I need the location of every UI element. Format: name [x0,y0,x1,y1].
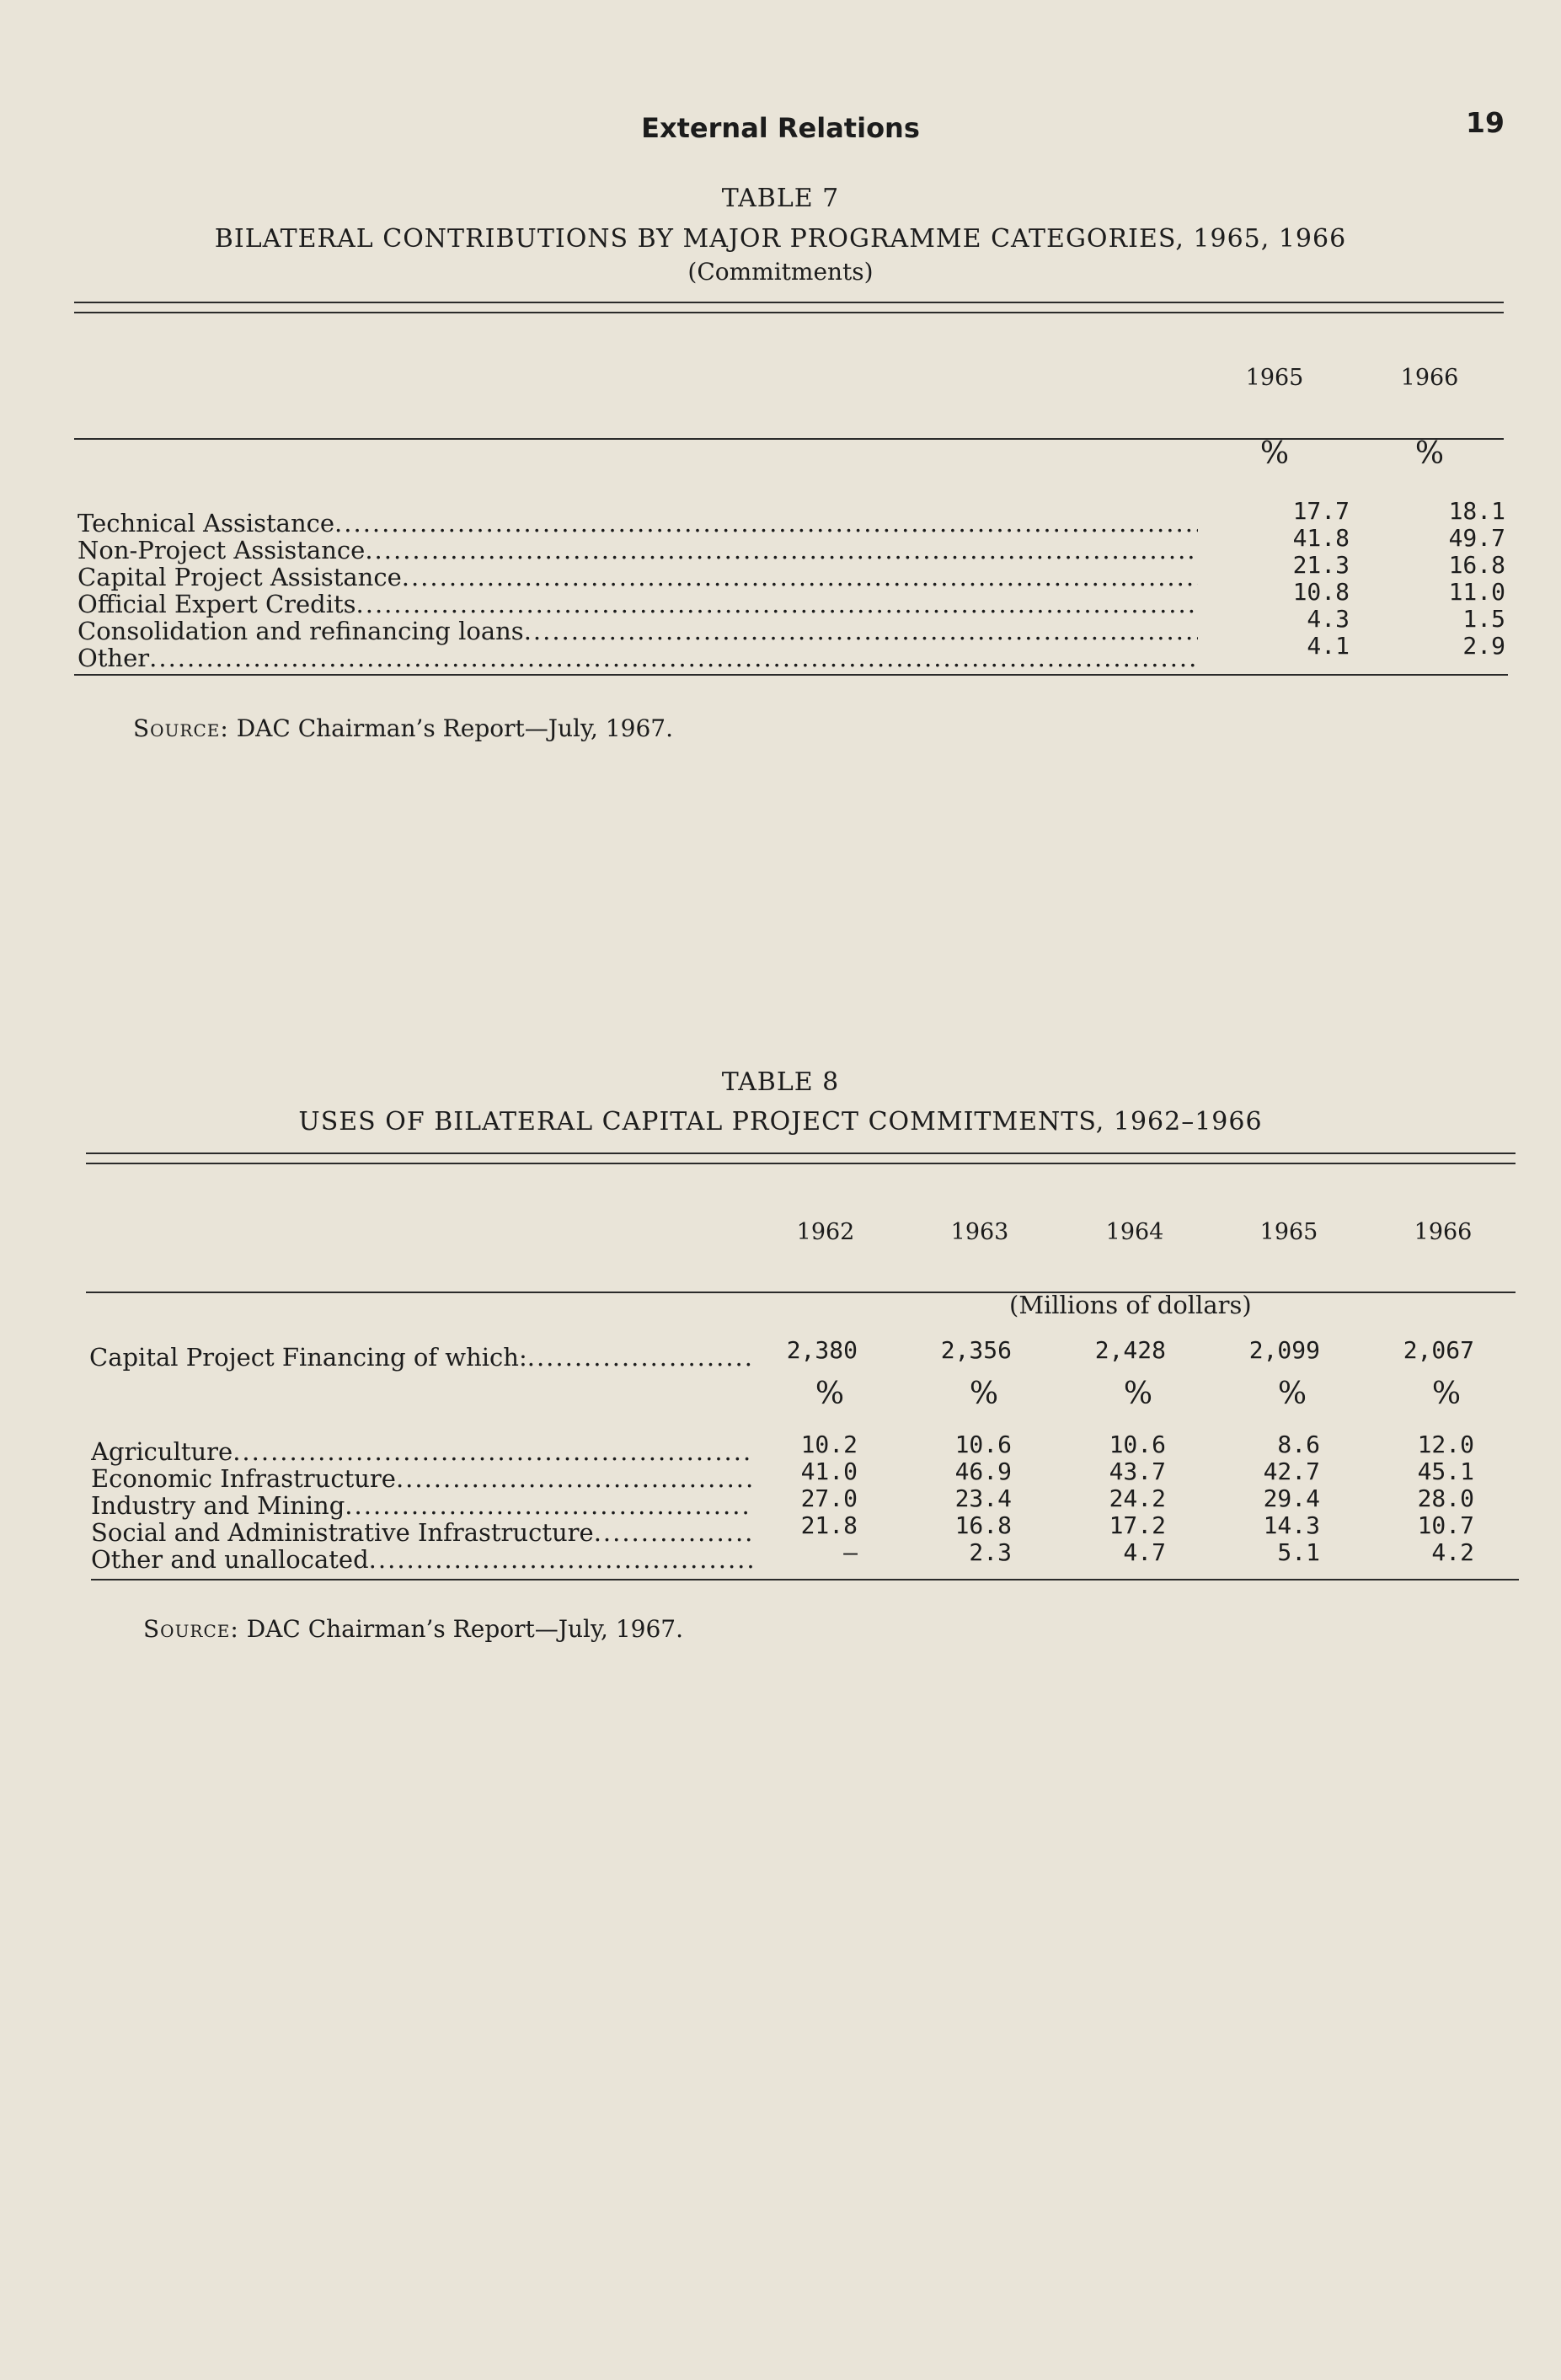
cell-1966: 45.1 [1417,1457,1474,1485]
table7-unit-1965: % [1259,436,1290,471]
row-label: Capital Project Financing of which: [89,1343,527,1372]
source-label: Source: [133,714,229,742]
table8-col-1964: 1964 [1105,1219,1164,1245]
cell-1964: 17.2 [1109,1511,1166,1539]
cell-1963: 16.8 [954,1511,1012,1539]
table8-source [143,1615,683,1643]
page-number: 19 [1466,106,1505,139]
cell-1965: 17.7 [1292,497,1350,525]
cell-1964: 10.6 [1109,1431,1166,1458]
cell-1965: 14.3 [1263,1511,1320,1539]
table8-unit-1964: % [1123,1377,1153,1411]
cell-1965: 29.4 [1263,1484,1320,1512]
table8-top-rule [86,1153,1516,1154]
table8-label: TABLE 8 [721,1067,840,1097]
cell-1966: 1.5 [1462,605,1505,633]
cell-1963: 10.6 [954,1431,1012,1458]
source-label: Source: [143,1615,239,1643]
cell-1962: 41.0 [800,1457,858,1485]
cell-1965: 5.1 [1277,1538,1320,1566]
table7-label: TABLE 7 [721,184,840,213]
cell-1966: 10.7 [1417,1511,1474,1539]
cell-1966: 18.1 [1448,497,1505,525]
source-text: DAC Chairman’s Report—July, 1967. [246,1615,684,1643]
cell-1964: 43.7 [1109,1457,1166,1485]
table8-col-1966: 1966 [1414,1219,1473,1245]
table7-top-rule-2 [74,312,1504,313]
table7-col-1966: 1966 [1400,365,1459,391]
cell-1965: 4.3 [1307,605,1350,633]
table8-col-1962: 1962 [796,1219,855,1245]
cell-1963: 46.9 [954,1457,1012,1485]
cell-1965: 41.8 [1292,524,1350,552]
row-label: Economic Infrastructure [91,1464,396,1493]
cell-1965: 4.1 [1307,632,1350,660]
table7-title: BILATERAL CONTRIBUTIONS BY MAJOR PROGRAMME CATEGORIES, 1965, 1966 [214,224,1347,254]
cell-1966: 2,067 [1403,1336,1474,1364]
cell-1964: 24.2 [1109,1484,1166,1512]
cell-1964: 2,428 [1094,1336,1166,1364]
cell-1965: 42.7 [1263,1457,1320,1485]
cell-1965: 2,099 [1248,1336,1320,1364]
table7-subtitle: (Commitments) [687,258,874,286]
cell-1962: — [843,1538,858,1566]
table7-bottom-rule [74,674,1508,676]
source-text: DAC Chairman’s Report—July, 1967. [236,714,674,742]
row-label: Non-Project Assistance [78,536,366,564]
row-label: Official Expert Credits [78,590,356,618]
cell-1964: 4.7 [1123,1538,1166,1566]
table7-source [133,714,673,742]
table7-top-rule [74,302,1504,303]
table7-unit-1966: % [1414,436,1445,471]
table8-unit-note: (Millions of dollars) [1009,1291,1252,1319]
table8-col-1965: 1965 [1259,1219,1318,1245]
table8-bottom-rule [91,1579,1519,1580]
table7-body [78,497,1510,672]
cell-1962: 27.0 [800,1484,858,1512]
cell-1966: 16.8 [1448,551,1505,579]
cell-1966: 4.2 [1431,1538,1474,1566]
cell-1963: 23.4 [954,1484,1012,1512]
row-label: Other and unallocated [91,1545,369,1574]
cell-1966: 49.7 [1448,524,1505,552]
row-label: Technical Assistance [78,509,335,538]
running-header: External Relations [641,112,920,144]
cell-1965: 10.8 [1292,578,1350,606]
cell-1962: 10.2 [800,1431,858,1458]
table8-top-rule-2 [86,1163,1516,1164]
table8-body [91,1431,1523,1574]
row-label: Agriculture [91,1437,233,1466]
table8-financing-row [89,1336,1521,1372]
table7-col-1965: 1965 [1245,365,1304,391]
cell-1965: 8.6 [1277,1431,1320,1458]
table8-col-1963: 1963 [950,1219,1009,1245]
cell-1966: 12.0 [1417,1431,1474,1458]
table-row [78,632,1510,672]
cell-1963: 2,356 [940,1336,1012,1364]
table-row [91,1538,1523,1574]
row-label: Consolidation and refinancing loans [78,617,524,645]
table8-title: USES OF BILATERAL CAPITAL PROJECT COMMITMENTS, 1962–1966 [298,1107,1263,1137]
table8-unit-1966: % [1431,1377,1462,1411]
row-label: Capital Project Assistance [78,563,402,591]
cell-1966: 2.9 [1462,632,1505,660]
cell-1962: 2,380 [786,1336,858,1364]
row-label: Industry and Mining [91,1491,345,1520]
cell-1966: 11.0 [1448,578,1505,606]
row-label: Other [78,644,150,672]
cell-1965: 21.3 [1292,551,1350,579]
table8-header-rule [86,1292,1516,1293]
cell-1963: 2.3 [969,1538,1012,1566]
cell-1966: 28.0 [1417,1484,1474,1512]
cell-1962: 21.8 [800,1511,858,1539]
table8-unit-1965: % [1277,1377,1307,1411]
table8-unit-1962: % [815,1377,845,1411]
row-label: Social and Administrative Infrastructure [91,1518,594,1547]
table8-unit-1963: % [969,1377,999,1411]
